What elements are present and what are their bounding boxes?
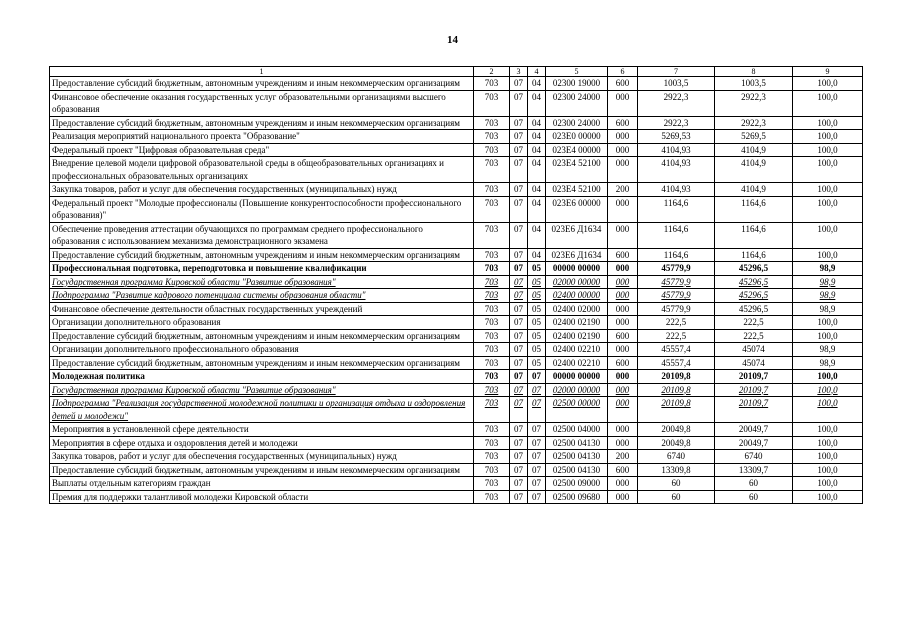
plan-cell: 1164,6 [638, 222, 715, 248]
code-cell: 703 [474, 490, 510, 504]
section-cell: 07 [510, 343, 528, 357]
percent-cell: 100,0 [793, 490, 863, 504]
section-cell: 07 [510, 183, 528, 197]
code-cell: 703 [474, 463, 510, 477]
expense-type-cell: 600 [608, 329, 638, 343]
subsection-cell: 04 [528, 222, 546, 248]
subsection-cell: 07 [528, 436, 546, 450]
header-cell: 3 [510, 67, 528, 77]
row-name-cell: Мероприятия в сфере отдыха и оздоровления детей и молодежи [50, 436, 474, 450]
expense-type-cell: 000 [608, 262, 638, 276]
section-cell: 07 [510, 370, 528, 384]
code-cell: 703 [474, 143, 510, 157]
plan-cell: 2922,3 [638, 90, 715, 116]
plan-cell: 20049,8 [638, 436, 715, 450]
percent-cell: 100,0 [793, 316, 863, 330]
plan-cell: 1164,6 [638, 196, 715, 222]
percent-cell: 100,0 [793, 477, 863, 491]
code-cell: 703 [474, 222, 510, 248]
expense-type-cell: 200 [608, 450, 638, 464]
row-name-cell: Организации дополнительного образования [50, 316, 474, 330]
table-row [50, 77, 863, 91]
executed-cell: 45296,5 [715, 302, 793, 316]
plan-cell: 45779,9 [638, 302, 715, 316]
section-cell: 07 [510, 490, 528, 504]
row-name-cell: Финансовое обеспечение деятельности областных государственных учреждений [50, 302, 474, 316]
row-name-cell: Предоставление субсидий бюджетным, автономным учреждениям и иным некоммерческим организациям [50, 329, 474, 343]
table-row [50, 289, 863, 303]
subsection-cell: 07 [528, 463, 546, 477]
header-cell: 9 [793, 67, 863, 77]
code-cell: 703 [474, 248, 510, 262]
executed-cell: 222,5 [715, 329, 793, 343]
code-cell: 703 [474, 302, 510, 316]
subsection-cell: 04 [528, 157, 546, 183]
code-cell: 703 [474, 329, 510, 343]
plan-cell: 45779,9 [638, 289, 715, 303]
expense-type-cell: 000 [608, 436, 638, 450]
percent-cell: 100,0 [793, 397, 863, 423]
executed-cell: 1164,6 [715, 222, 793, 248]
expense-type-cell: 000 [608, 157, 638, 183]
section-cell: 07 [510, 196, 528, 222]
executed-cell: 45296,5 [715, 275, 793, 289]
code-cell: 703 [474, 196, 510, 222]
row-name-cell: Предоставление субсидий бюджетным, автономным учреждениям и иным некоммерческим организациям [50, 248, 474, 262]
executed-cell: 2922,3 [715, 116, 793, 130]
executed-cell: 20109,7 [715, 383, 793, 397]
code-cell: 703 [474, 157, 510, 183]
percent-cell: 98,9 [793, 289, 863, 303]
code-cell: 703 [474, 116, 510, 130]
header-cell: 6 [608, 67, 638, 77]
row-name-cell: Федеральный проект "Цифровая образовательная среда" [50, 143, 474, 157]
table-row [50, 183, 863, 197]
table-row [50, 436, 863, 450]
target-article-cell: 023Е0 00000 [546, 130, 608, 144]
header-cell: 1 [50, 67, 474, 77]
expense-type-cell: 000 [608, 370, 638, 384]
plan-cell: 60 [638, 490, 715, 504]
expense-type-cell: 200 [608, 183, 638, 197]
table-row [50, 397, 863, 423]
executed-cell: 1164,6 [715, 196, 793, 222]
subsection-cell: 04 [528, 77, 546, 91]
row-name-cell: Предоставление субсидий бюджетным, автономным учреждениям и иным некоммерческим организациям [50, 463, 474, 477]
expense-type-cell: 000 [608, 196, 638, 222]
section-cell: 07 [510, 423, 528, 437]
target-article-cell: 02500 09000 [546, 477, 608, 491]
row-name-cell: Государственная программа Кировской области "Развитие образования" [50, 383, 474, 397]
code-cell: 703 [474, 316, 510, 330]
executed-cell: 1164,6 [715, 248, 793, 262]
code-cell: 703 [474, 423, 510, 437]
expense-type-cell: 600 [608, 77, 638, 91]
row-name-cell: Мероприятия в установленной сфере деятельности [50, 423, 474, 437]
percent-cell: 98,9 [793, 302, 863, 316]
plan-cell: 45779,9 [638, 275, 715, 289]
percent-cell: 98,9 [793, 356, 863, 370]
target-article-cell: 00000 00000 [546, 370, 608, 384]
row-name-cell: Государственная программа Кировской области "Развитие образования" [50, 275, 474, 289]
code-cell: 703 [474, 77, 510, 91]
executed-cell: 45074 [715, 343, 793, 357]
code-cell: 703 [474, 356, 510, 370]
section-cell: 07 [510, 289, 528, 303]
executed-cell: 4104,9 [715, 143, 793, 157]
plan-cell: 20109,8 [638, 383, 715, 397]
expense-type-cell: 000 [608, 222, 638, 248]
expense-type-cell: 600 [608, 248, 638, 262]
subsection-cell: 07 [528, 423, 546, 437]
section-cell: 07 [510, 222, 528, 248]
plan-cell: 20109,8 [638, 397, 715, 423]
table-row [50, 383, 863, 397]
subsection-cell: 04 [528, 183, 546, 197]
executed-cell: 2922,3 [715, 90, 793, 116]
expense-type-cell: 600 [608, 116, 638, 130]
percent-cell: 100,0 [793, 463, 863, 477]
code-cell: 703 [474, 90, 510, 116]
section-cell: 07 [510, 262, 528, 276]
executed-cell: 45074 [715, 356, 793, 370]
percent-cell: 100,0 [793, 90, 863, 116]
subsection-cell: 07 [528, 397, 546, 423]
target-article-cell: 02500 04130 [546, 463, 608, 477]
expense-type-cell: 000 [608, 343, 638, 357]
plan-cell: 4104,93 [638, 143, 715, 157]
subsection-cell: 05 [528, 343, 546, 357]
section-cell: 07 [510, 356, 528, 370]
code-cell: 703 [474, 343, 510, 357]
plan-cell: 4104,93 [638, 183, 715, 197]
executed-cell: 13309,7 [715, 463, 793, 477]
row-name-cell: Организации дополнительного профессионального образования [50, 343, 474, 357]
expense-type-cell: 600 [608, 463, 638, 477]
subsection-cell: 05 [528, 289, 546, 303]
table-row [50, 90, 863, 116]
executed-cell: 20049,7 [715, 436, 793, 450]
target-article-cell: 02300 19000 [546, 77, 608, 91]
table-row [50, 356, 863, 370]
section-cell: 07 [510, 397, 528, 423]
percent-cell: 100,0 [793, 436, 863, 450]
percent-cell: 100,0 [793, 130, 863, 144]
row-name-cell: Закупка товаров, работ и услуг для обеспечения государственных (муниципальных) нужд [50, 450, 474, 464]
plan-cell: 20049,8 [638, 423, 715, 437]
target-article-cell: 02400 02210 [546, 356, 608, 370]
plan-cell: 5269,53 [638, 130, 715, 144]
subsection-cell: 07 [528, 477, 546, 491]
target-article-cell: 02500 09680 [546, 490, 608, 504]
executed-cell: 222,5 [715, 316, 793, 330]
row-name-cell: Финансовое обеспечение оказания государственных услуг образовательными организациями высшего образования [50, 90, 474, 116]
plan-cell: 13309,8 [638, 463, 715, 477]
budget-table [49, 66, 863, 504]
code-cell: 703 [474, 383, 510, 397]
subsection-cell: 04 [528, 116, 546, 130]
row-name-cell: Профессиональная подготовка, переподготовка и повышение квалификации [50, 262, 474, 276]
table-row [50, 477, 863, 491]
percent-cell: 100,0 [793, 157, 863, 183]
row-name-cell: Молодежная политика [50, 370, 474, 384]
row-name-cell: Премия для поддержки талантливой молодежи Кировской области [50, 490, 474, 504]
plan-cell: 2922,3 [638, 116, 715, 130]
percent-cell: 100,0 [793, 196, 863, 222]
subsection-cell: 05 [528, 329, 546, 343]
target-article-cell: 02400 02210 [546, 343, 608, 357]
row-name-cell: Подпрограмма "Развитие кадрового потенциала системы образования области" [50, 289, 474, 303]
expense-type-cell: 000 [608, 143, 638, 157]
code-cell: 703 [474, 262, 510, 276]
subsection-cell: 07 [528, 383, 546, 397]
table-row [50, 302, 863, 316]
table-row [50, 248, 863, 262]
section-cell: 07 [510, 329, 528, 343]
table-row [50, 329, 863, 343]
plan-cell: 20109,8 [638, 370, 715, 384]
subsection-cell: 05 [528, 356, 546, 370]
percent-cell: 100,0 [793, 370, 863, 384]
section-cell: 07 [510, 302, 528, 316]
expense-type-cell: 000 [608, 275, 638, 289]
executed-cell: 60 [715, 490, 793, 504]
table-row [50, 262, 863, 276]
subsection-cell: 04 [528, 248, 546, 262]
expense-type-cell: 000 [608, 90, 638, 116]
section-cell: 07 [510, 450, 528, 464]
expense-type-cell: 000 [608, 289, 638, 303]
table-row [50, 222, 863, 248]
table-row [50, 143, 863, 157]
table-row [50, 463, 863, 477]
plan-cell: 6740 [638, 450, 715, 464]
row-name-cell: Обеспечение проведения аттестации обучающихся по программам среднего профессионального образования с использованием механизма демонстрационного экзамена [50, 222, 474, 248]
expense-type-cell: 600 [608, 356, 638, 370]
expense-type-cell: 000 [608, 130, 638, 144]
executed-cell: 20109,7 [715, 370, 793, 384]
row-name-cell: Подпрограмма "Реализация государственной молодежной политики и организация отдыха и оздоровления детей и молодежи" [50, 397, 474, 423]
target-article-cell: 02400 02190 [546, 329, 608, 343]
plan-cell: 1003,5 [638, 77, 715, 91]
expense-type-cell: 000 [608, 302, 638, 316]
percent-cell: 100,0 [793, 248, 863, 262]
percent-cell: 98,9 [793, 343, 863, 357]
subsection-cell: 04 [528, 90, 546, 116]
percent-cell: 100,0 [793, 222, 863, 248]
table-header-row [50, 67, 863, 77]
plan-cell: 1164,6 [638, 248, 715, 262]
percent-cell: 100,0 [793, 116, 863, 130]
subsection-cell: 07 [528, 370, 546, 384]
section-cell: 07 [510, 248, 528, 262]
header-cell: 4 [528, 67, 546, 77]
plan-cell: 45779,9 [638, 262, 715, 276]
table-row [50, 490, 863, 504]
executed-cell: 20049,7 [715, 423, 793, 437]
percent-cell: 100,0 [793, 183, 863, 197]
target-article-cell: 02300 24000 [546, 116, 608, 130]
row-name-cell: Предоставление субсидий бюджетным, автономным учреждениям и иным некоммерческим организациям [50, 116, 474, 130]
table-row [50, 157, 863, 183]
row-name-cell: Реализация мероприятий национального проекта "Образование" [50, 130, 474, 144]
table-row [50, 116, 863, 130]
row-name-cell: Предоставление субсидий бюджетным, автономным учреждениям и иным некоммерческим организациям [50, 77, 474, 91]
row-name-cell: Выплаты отдельным категориям граждан [50, 477, 474, 491]
executed-cell: 6740 [715, 450, 793, 464]
expense-type-cell: 000 [608, 490, 638, 504]
code-cell: 703 [474, 289, 510, 303]
header-cell: 5 [546, 67, 608, 77]
row-name-cell: Внедрение целевой модели цифровой образовательной среды в общеобразовательных организациях и профессиональных образовательных организациях [50, 157, 474, 183]
subsection-cell: 07 [528, 450, 546, 464]
header-cell: 7 [638, 67, 715, 77]
percent-cell: 100,0 [793, 383, 863, 397]
section-cell: 07 [510, 157, 528, 183]
expense-type-cell: 000 [608, 477, 638, 491]
executed-cell: 4104,9 [715, 157, 793, 183]
table-row [50, 423, 863, 437]
subsection-cell: 05 [528, 262, 546, 276]
plan-cell: 222,5 [638, 329, 715, 343]
percent-cell: 100,0 [793, 450, 863, 464]
section-cell: 07 [510, 436, 528, 450]
code-cell: 703 [474, 275, 510, 289]
expense-type-cell: 000 [608, 423, 638, 437]
code-cell: 703 [474, 477, 510, 491]
table-row [50, 196, 863, 222]
target-article-cell: 023Е6 00000 [546, 196, 608, 222]
target-article-cell: 02500 04130 [546, 450, 608, 464]
table-row [50, 370, 863, 384]
code-cell: 703 [474, 436, 510, 450]
plan-cell: 4104,93 [638, 157, 715, 183]
percent-cell: 98,9 [793, 275, 863, 289]
executed-cell: 4104,9 [715, 183, 793, 197]
executed-cell: 60 [715, 477, 793, 491]
plan-cell: 45557,4 [638, 356, 715, 370]
section-cell: 07 [510, 383, 528, 397]
section-cell: 07 [510, 316, 528, 330]
code-cell: 703 [474, 450, 510, 464]
percent-cell: 100,0 [793, 143, 863, 157]
table-row [50, 130, 863, 144]
code-cell: 703 [474, 183, 510, 197]
code-cell: 703 [474, 397, 510, 423]
code-cell: 703 [474, 370, 510, 384]
subsection-cell: 04 [528, 196, 546, 222]
subsection-cell: 05 [528, 275, 546, 289]
section-cell: 07 [510, 143, 528, 157]
target-article-cell: 02400 02000 [546, 302, 608, 316]
executed-cell: 45296,5 [715, 289, 793, 303]
target-article-cell: 00000 00000 [546, 262, 608, 276]
target-article-cell: 02400 00000 [546, 289, 608, 303]
table-row [50, 316, 863, 330]
target-article-cell: 02300 24000 [546, 90, 608, 116]
subsection-cell: 04 [528, 143, 546, 157]
target-article-cell: 02500 04130 [546, 436, 608, 450]
executed-cell: 1003,5 [715, 77, 793, 91]
row-name-cell: Закупка товаров, работ и услуг для обеспечения государственных (муниципальных) нужд [50, 183, 474, 197]
target-article-cell: 023Е4 52100 [546, 157, 608, 183]
expense-type-cell: 000 [608, 383, 638, 397]
section-cell: 07 [510, 477, 528, 491]
table-row [50, 343, 863, 357]
subsection-cell: 05 [528, 302, 546, 316]
expense-type-cell: 000 [608, 316, 638, 330]
percent-cell: 100,0 [793, 77, 863, 91]
section-cell: 07 [510, 130, 528, 144]
table-row [50, 275, 863, 289]
section-cell: 07 [510, 116, 528, 130]
row-name-cell: Федеральный проект "Молодые профессионалы (Повышение конкурентоспособности профессионального образования)" [50, 196, 474, 222]
target-article-cell: 023Е4 00000 [546, 143, 608, 157]
section-cell: 07 [510, 463, 528, 477]
section-cell: 07 [510, 77, 528, 91]
subsection-cell: 07 [528, 490, 546, 504]
page-number: 14 [447, 34, 458, 46]
subsection-cell: 05 [528, 316, 546, 330]
executed-cell: 45296,5 [715, 262, 793, 276]
percent-cell: 100,0 [793, 423, 863, 437]
row-name-cell: Предоставление субсидий бюджетным, автономным учреждениям и иным некоммерческим организациям [50, 356, 474, 370]
executed-cell: 5269,5 [715, 130, 793, 144]
target-article-cell: 02500 04000 [546, 423, 608, 437]
target-article-cell: 02500 00000 [546, 397, 608, 423]
target-article-cell: 02000 00000 [546, 275, 608, 289]
percent-cell: 100,0 [793, 329, 863, 343]
plan-cell: 60 [638, 477, 715, 491]
section-cell: 07 [510, 275, 528, 289]
executed-cell: 20109,7 [715, 397, 793, 423]
section-cell: 07 [510, 90, 528, 116]
plan-cell: 45557,4 [638, 343, 715, 357]
header-cell: 2 [474, 67, 510, 77]
target-article-cell: 02400 02190 [546, 316, 608, 330]
target-article-cell: 023Е4 52100 [546, 183, 608, 197]
expense-type-cell: 000 [608, 397, 638, 423]
percent-cell: 98,9 [793, 262, 863, 276]
table-row [50, 450, 863, 464]
target-article-cell: 023Е6 Д1634 [546, 222, 608, 248]
code-cell: 703 [474, 130, 510, 144]
target-article-cell: 02000 00000 [546, 383, 608, 397]
subsection-cell: 04 [528, 130, 546, 144]
header-cell: 8 [715, 67, 793, 77]
target-article-cell: 023Е6 Д1634 [546, 248, 608, 262]
plan-cell: 222,5 [638, 316, 715, 330]
